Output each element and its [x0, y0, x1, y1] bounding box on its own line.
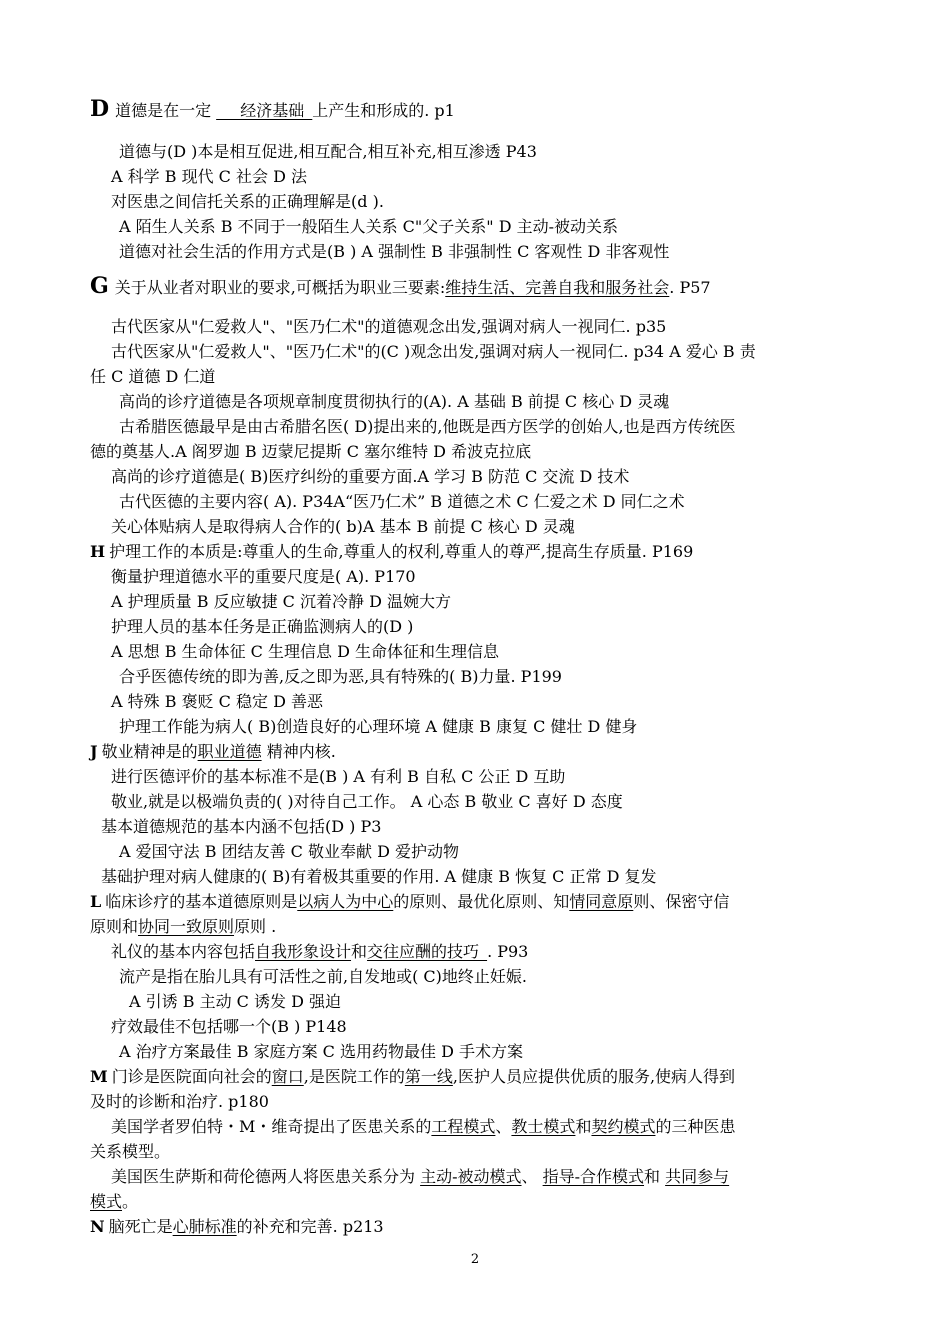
line-j1: J 敬业精神是的职业道德 精神内核.: [90, 742, 336, 761]
line-m2: 美国学者罗伯特・M・维奇提出了医患关系的工程模式、教士模式和契约模式的三种医患: [111, 1117, 736, 1136]
line-h3: A 护理质量 B 反应敏捷 C 沉着冷静 D 温婉大方: [111, 592, 451, 611]
line-j4: 基本道德规范的基本内涵不包括(D ) P3: [101, 817, 382, 836]
line-g2: 古代医家从"仁爱救人"、"医乃仁术"的道德观念出发,强调对病人一视同仁. p35: [111, 317, 667, 336]
line-j2: 进行医德评价的基本标准不是(B ) A 有利 B 自私 C 公正 D 互助: [111, 767, 566, 786]
line-d1: D 道德是在一定 ___经济基础_上产生和形成的. p1: [90, 96, 455, 122]
line-g4: 高尚的诊疗道德是各项规章制度贯彻执行的(A). A 基础 B 前提 C 核心 D 灵魂: [119, 392, 670, 411]
section-letter-j: J: [90, 742, 98, 761]
line-g5: 古希腊医德最早是由古希腊名医( D)提出来的,他既是西方医学的创始人,也是西方传统医: [119, 417, 736, 436]
section-letter-g: G: [90, 273, 109, 299]
line-d6: 道德对社会生活的作用方式是(B ) A 强制性 B 非强制性 C 客观性 D 非客观性: [119, 242, 670, 261]
line-h5: A 思想 B 生命体征 C 生理信息 D 生命体征和生理信息: [111, 642, 499, 661]
line-h8: 护理工作能为病人( B)创造良好的心理环境 A 健康 B 康复 C 健壮 D 健身: [119, 717, 638, 736]
line-j6: 基础护理对病人健康的( B)有着极其重要的作用. A 健康 B 恢复 C 正常 D 复发: [101, 867, 657, 886]
line-g3b: 任 C 道德 D 仁道: [90, 367, 216, 386]
line-m1b: 及时的诊断和治疗. p180: [90, 1092, 269, 1111]
line-g8: 关心体贴病人是取得病人合作的( b)A 基本 B 前提 C 核心 D 灵魂: [111, 517, 575, 536]
line-m3: 美国医生萨斯和荷伦德两人将医患关系分为 主动-被动模式、 指导-合作模式和 共同参与: [111, 1167, 730, 1186]
line-g3: 古代医家从"仁爱救人"、"医乃仁术"的(C )观念出发,强调对病人一视同仁. p34 A 爱心 B 责: [111, 342, 756, 361]
line-j5: A 爱国守法 B 团结友善 C 敬业奉献 D 爱护动物: [119, 842, 459, 861]
page-number: 2: [470, 1252, 480, 1267]
line-d4: 对医患之间信托关系的正确理解是(d ).: [111, 192, 384, 211]
line-l3: 流产是指在胎儿具有可活性之前,自发地或( C)地终止妊娠.: [119, 967, 527, 986]
line-h1: H 护理工作的本质是:尊重人的生命,尊重人的权利,尊重人的尊严,提高生存质量. P169: [90, 542, 694, 561]
line-l2: 礼仪的基本内容包括自我形象设计和交往应酬的技巧_. P93: [111, 942, 529, 961]
line-j3: 敬业,就是以极端负责的( )对待自己工作。 A 心态 B 敬业 C 喜好 D 态度: [111, 792, 623, 811]
line-l6: A 治疗方案最佳 B 家庭方案 C 选用药物最佳 D 手术方案: [119, 1042, 523, 1061]
line-l4: A 引诱 B 主动 C 诱发 D 强迫: [129, 992, 341, 1011]
line-m2b: 关系模型。: [90, 1142, 171, 1161]
line-h6: 合乎医德传统的即为善,反之即为恶,具有特殊的( B)力量. P199: [119, 667, 562, 686]
line-l1b: 原则和协同一致原则原则 .: [90, 917, 277, 936]
line-g7: 古代医德的主要内容( A). P34A“医乃仁术” B 道德之术 C 仁爱之术 D 同仁之术: [119, 492, 685, 511]
line-g1: G 关于从业者对职业的要求,可概括为职业三要素:维持生活、完善自我和服务社会. P57: [90, 273, 711, 299]
section-letter-h: H: [90, 542, 106, 561]
line-d2: 道德与(D )本是相互促进,相互配合,相互补充,相互渗透 P43: [119, 142, 537, 161]
line-l5: 疗效最佳不包括哪一个(B ) P148: [111, 1017, 347, 1036]
line-h2: 衡量护理道德水平的重要尺度是( A). P170: [111, 567, 416, 586]
section-letter-n: N: [90, 1217, 105, 1236]
line-g5b: 德的奠基人.A 阁罗迦 B 迈蒙尼提斯 C 塞尔维特 D 希波克拉底: [90, 442, 532, 461]
line-n1: N 脑死亡是心肺标准的补充和完善. p213: [90, 1217, 384, 1236]
section-letter-m: M: [90, 1067, 108, 1086]
line-d3: A 科学 B 现代 C 社会 D 法: [111, 167, 307, 186]
line-h4: 护理人员的基本任务是正确监测病人的(D ): [111, 617, 414, 636]
line-h7: A 特殊 B 褒贬 C 稳定 D 善恶: [111, 692, 323, 711]
line-g6: 高尚的诊疗道德是( B)医疗纠纷的重要方面.A 学习 B 防范 C 交流 D 技术: [111, 467, 630, 486]
line-l1: L 临床诊疗的基本道德原则是以病人为中心的原则、最优化原则、知情同意原则、保密守信: [90, 892, 730, 911]
section-letter-d: D: [90, 96, 110, 122]
section-letter-l: L: [90, 892, 102, 911]
line-m1: M 门诊是医院面向社会的窗口,是医院工作的第一线,医护人员应提供优质的服务,使病人得到: [90, 1067, 736, 1086]
line-m3b: 模式。: [90, 1192, 139, 1211]
line-d5: A 陌生人关系 B 不同于一般陌生人关系 C"父子关系" D 主动-被动关系: [119, 217, 619, 236]
